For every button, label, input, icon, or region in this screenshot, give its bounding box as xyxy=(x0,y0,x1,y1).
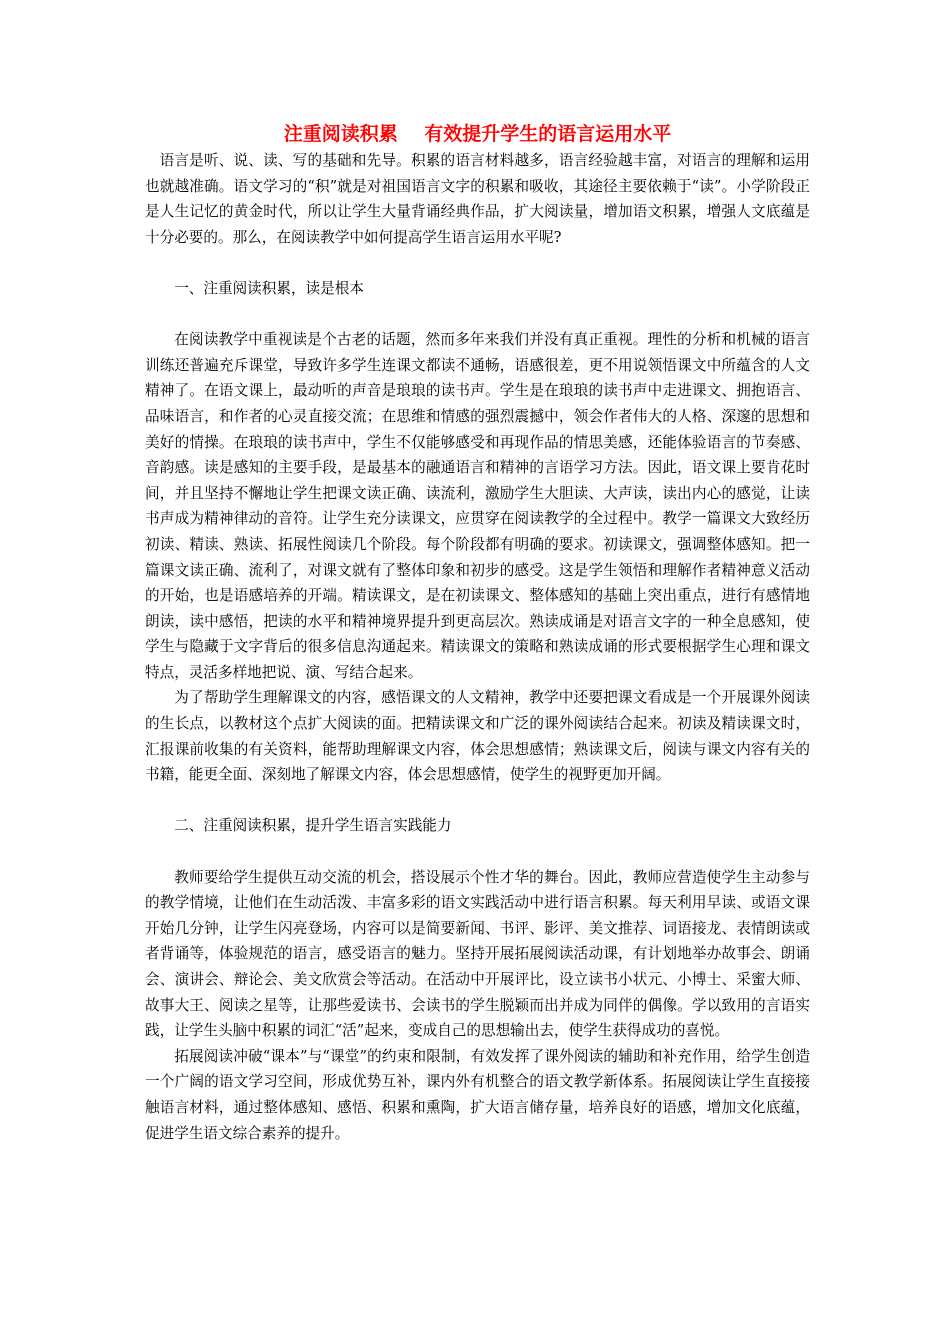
spacer xyxy=(145,788,810,814)
spacer xyxy=(145,839,810,865)
document-page xyxy=(145,120,810,1146)
section-heading-1: 一、注重阅读积累，读是根本 xyxy=(174,279,364,297)
section-1-paragraph-2: 为了帮助学生理解课文的内容，感悟课文的人文精神，教学中还要把课文看成是一个开展课外阅读的生长点，以教材这个点扩大阅读的面。把精读课文和广泛的课外阅读结合起来。初读及精读课文时，汇报课前收集的有关资料，能帮助理解课文内容，体会思想感情；熟读课文后，阅读与课文内容有关的书籍，能更全面、深刻地了解课文内容，体会思想感情，使学生的视野更加开阔。 xyxy=(145,689,810,784)
document-title: 注重阅读积累 有效提升学生的语言运用水平 xyxy=(283,123,672,145)
spacer xyxy=(145,250,810,276)
intro-paragraph: 语言是听、说、读、写的基础和先导。积累的语言材料越多，语言经验越丰富，对语言的理解和运用也就越准确。语文学习的“积”就是对祖国语言文字的积累和吸收，其途径主要依赖于“读”。小学阶段正是人生记忆的黄金时代，所以让学生大量背诵经典作品，扩大阅读量，增加语文积累，增强人文底蕴是十分必要的。那么，在阅读教学中如何提高学生语言运用水平呢? xyxy=(145,152,810,246)
section-1-paragraph-1: 在阅读教学中重视读是个古老的话题，然而多年来我们并没有真正重视。理性的分析和机械的语言训练还普遍充斥课堂，导致许多学生连课文都读不通畅，语感很差，更不用说领悟课文中所蕴含的人文精神了。在语文课上，最动听的声音是琅琅的读书声。学生是在琅琅的读书声中走进课文、拥抱语言、品味语言，和作者的心灵直接交流；在思维和情感的强烈震撼中，领会作者伟大的人格、深邃的思想和美好的情操。在琅琅的读书声中，学生不仅能够感受和再现作品的情思美感，还能体验语言的节奏感、音韵感。读是感知的主要手段，是最基本的融通语言和精神的言语学习方法。因此，语文课上要肯花时间，并且坚持不懈地让学生把课文读正确、读流利，激励学生大胆读、大声读，读出内心的感觉，让读书声成为精神律动的音符。让学生充分读课文，应贯穿在阅读教学的全过程中。教学一篇课文大致经历初读、精读、熟读、拓展性阅读几个阶段。每个阶段都有明确的要求。初读课文，强调整体感知。把一篇课文读正确、流利了，对课文就有了整体印象和初步的感受。这是学生领悟和理解作者精神意义活动的开始，也是语感培养的开端。精读课文，是在初读课文、整体感知的基础上突出重点，进行有感情地朗读，读中感悟，把读的水平和精神境界提升到更高层次。熟读成诵是对语言文字的一种全息感知，使学生与隐藏于文字背后的很多信息沟通起来。精读课文的策略和熟读成诵的形式要根据学生心理和课文特点，灵活多样地把说、演、写结合起来。 xyxy=(145,331,810,681)
spacer xyxy=(145,302,810,328)
section-2-paragraph-1: 教师要给学生提供互动交流的机会，搭设展示个性才华的舞台。因此，教师应营造使学生主动参与的教学情境，让他们在生动活泼、丰富多彩的语文实践活动中进行语言积累。每天利用早读、或语文课开始几分钟，让学生闪亮登场，内容可以是简要新闻、书评、影评、美文推荐、词语接龙、表情朗读或者背诵等，体验规范的语言，感受语言的魅力。坚持开展拓展阅读活动课，有计划地举办故事会、朗诵会、演讲会、辩论会、美文欣赏会等活动。在活动中开展评比，设立读书小状元、小博士、采蜜大师、故事大王、阅读之星等，让那些爱读书、会读书的学生脱颖而出并成为同伴的偶像。学以致用的言语实践，让学生头脑中积累的词汇“活”起来，变成自己的思想输出去，使学生获得成功的喜悦。 xyxy=(145,868,810,1040)
section-2-paragraph-2: 拓展阅读冲破“课本”与“课堂”的约束和限制，有效发挥了课外阅读的辅助和补充作用，给学生创造一个广阔的语文学习空间，形成优势互补，课内外有机整合的语文教学新体系。拓展阅读让学生直接接触语言材料，通过整体感知、感悟、积累和熏陶，扩大语言储存量，培养良好的语感，增加文化底蕴，促进学生语文综合素养的提升。 xyxy=(145,1047,810,1142)
section-heading-2: 二、注重阅读积累，提升学生语言实践能力 xyxy=(174,817,452,835)
